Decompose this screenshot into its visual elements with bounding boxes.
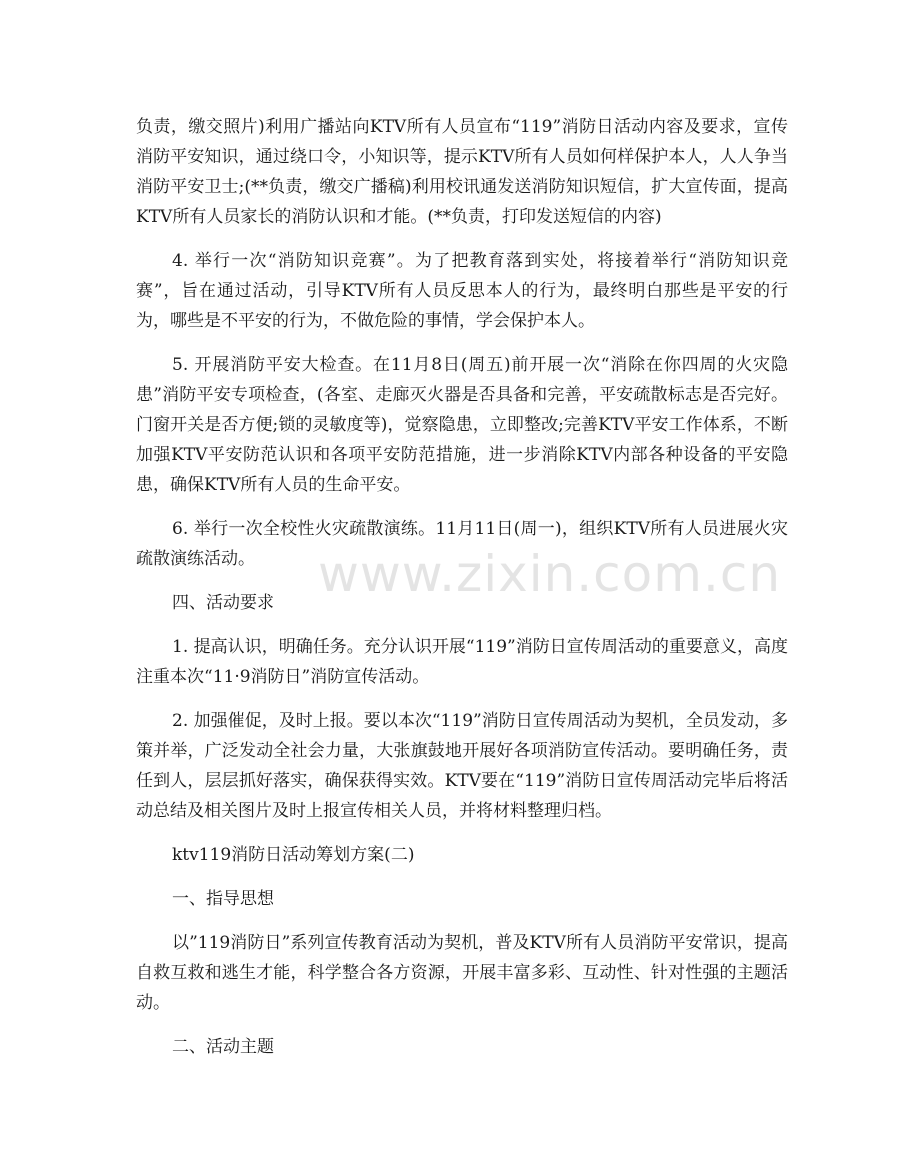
- watermark-text: www.zixin.com.cn: [318, 545, 782, 603]
- paragraph-item-6: 6. 举行一次全校性火灾疏散演练。11月11日(周一)，组织KTV所有人员进展火灾疏散演练活动。: [136, 519, 788, 569]
- paragraph-requirement-1: 1. 提高认识，明确任务。充分认识开展“119”消防日宣传周活动的重要意义，高度注重本次“11·9消防日”消防宣传活动。: [136, 637, 788, 687]
- paragraph-item-5: 5. 开展消防平安大检查。在11月8日(周五)前开展一次“消除在你四周的火灾隐患”消防平安专项检查，(各室、走廊灭火器是否具备和完善，平安疏散标志是否完好。门窗开关是否方便;锁的灵敏度等)，觉察隐患，立即整改;完善KTV平安工作体系，不断加强KTV平安防范认识和各项平安防范措施，进一步消除KTV内部各种设备的平安隐患，确保KTV所有人员的生命平安。: [136, 355, 788, 495]
- document-body: [136, 112, 788, 1062]
- section-heading-theme: 二、活动主题: [172, 1037, 274, 1057]
- paragraph-1: 负责，缴交照片)利用广播站向KTV所有人员宣布“119”消防日活动内容及要求，宣传消防平安知识，通过绕口令，小知识等，提示KTV所有人员如何样保护本人，人人争当消防平安卫士;(**负责，缴交广播稿)利用校讯通发送消防知识短信，扩大宣传面，提高KTV所有人员家长的消防认识和才能。(**负责，打印发送短信的内容): [136, 117, 788, 227]
- section-heading-requirements: 四、活动要求: [172, 593, 274, 613]
- plan-subtitle: ktv119消防日活动筹划方案(二): [172, 845, 415, 865]
- section-heading-guiding-thought: 一、指导思想: [172, 889, 274, 909]
- paragraph-item-4: 4. 举行一次“消防知识竞赛”。为了把教育落到实处，将接着举行“消防知识竞赛”，旨在通过活动，引导KTV所有人员反思本人的行为，最终明白那些是平安的行为，哪些是不平安的行为，不做危险的事情，学会保护本人。: [136, 251, 788, 331]
- paragraph-guiding-thought: 以”119消防日”系列宣传教育活动为契机，普及KTV所有人员消防平安常识，提高自救互救和逃生才能，科学整合各方资源，开展丰富多彩、互动性、针对性强的主题活动。: [136, 933, 788, 1013]
- paragraph-requirement-2: 2. 加强催促，及时上报。要以本次“119”消防日宣传周活动为契机，全员发动，多策并举，广泛发动全社会力量，大张旗鼓地开展好各项消防宣传活动。要明确任务，责任到人，层层抓好落实，确保获得实效。KTV要在“119”消防日宣传周活动完毕后将活动总结及相关图片及时上报宣传相关人员，并将材料整理归档。: [136, 711, 788, 821]
